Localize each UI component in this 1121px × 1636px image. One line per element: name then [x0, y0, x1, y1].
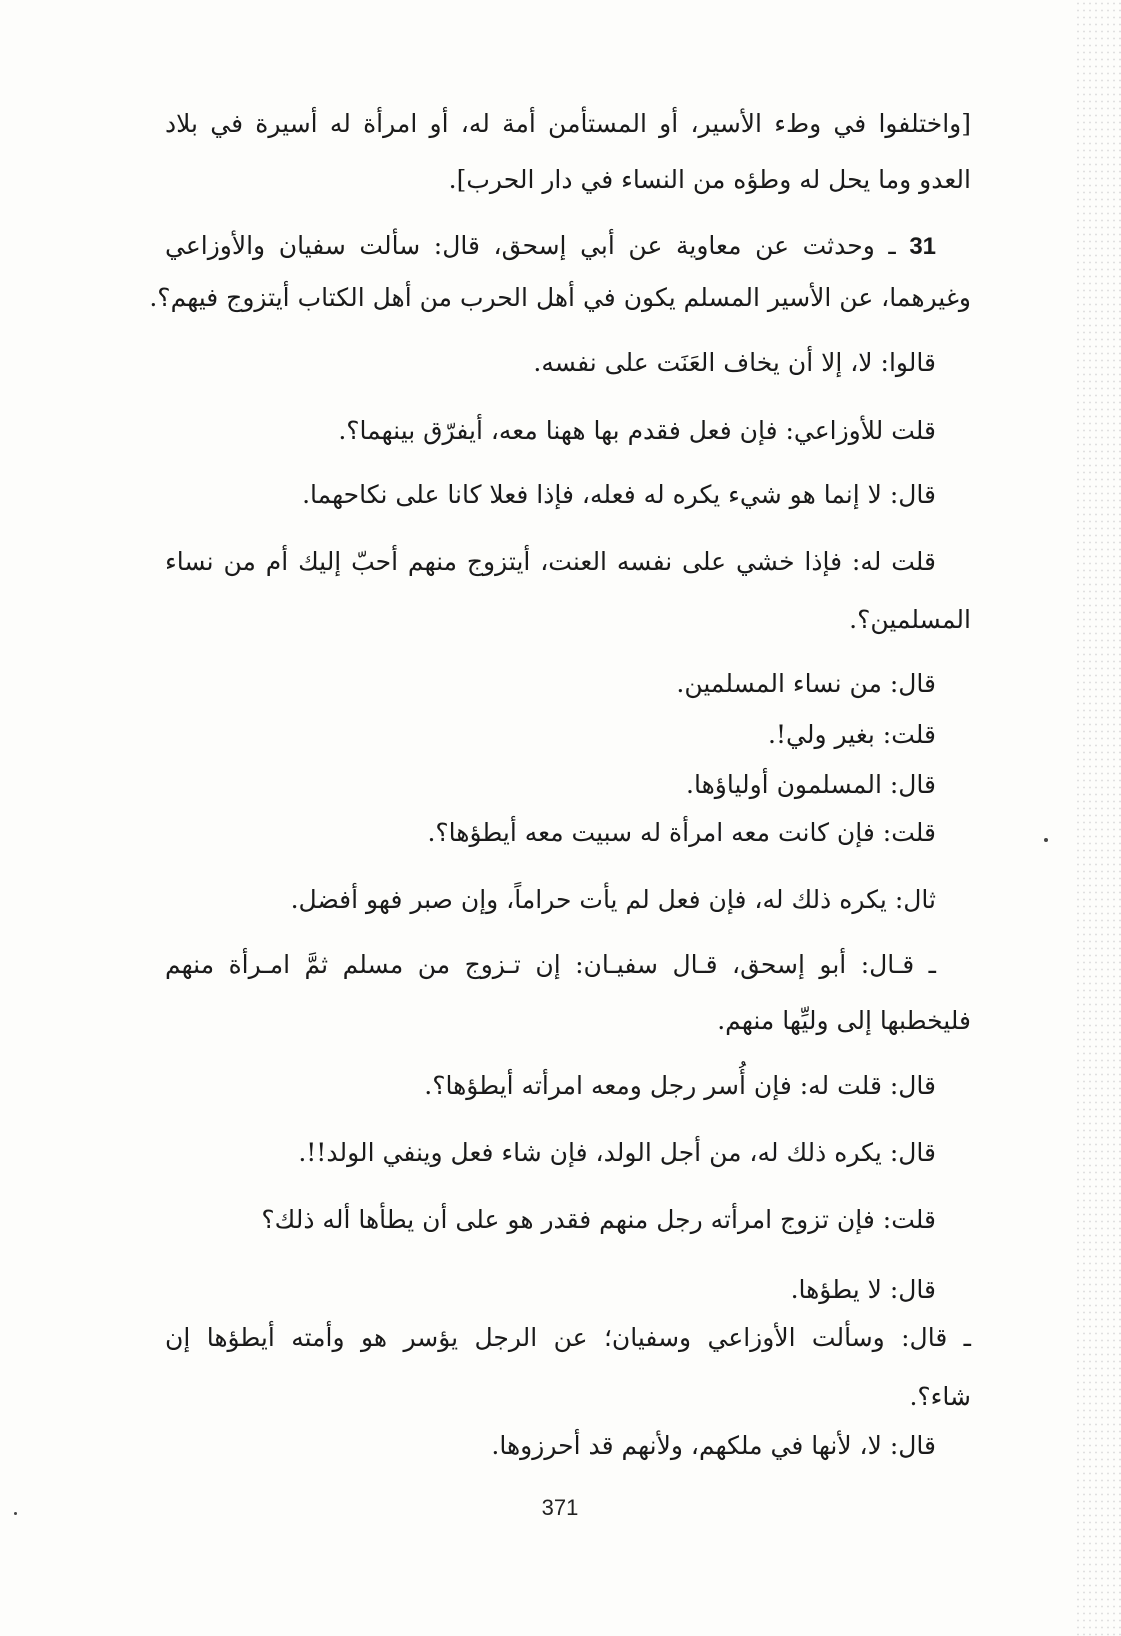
text-line: المسلمين؟. [849, 605, 971, 634]
text-line: قلت: فإن كانت معه امرأة له سبيت معه أيطؤها؟. [427, 818, 936, 847]
text-line: [واختلفوا في وطء الأسير، أو المستأمن أمة له، أو امرأة له أسيرة في بلاد [165, 109, 971, 138]
paragraph-number: 31 [909, 233, 937, 260]
text-line: فليخطبها إلى وليِّها منهم. [717, 1006, 971, 1035]
text-line: قال: يكره ذلك له، من أجل الولد، فإن شاء فعل وينفي الولد!!. [298, 1138, 936, 1167]
text-line: قال: لا يطؤها. [790, 1275, 936, 1304]
text-line: قال: قلت له: فإن أُسر رجل ومعه امرأته أيطؤها؟. [424, 1071, 936, 1100]
text-line: ثال: يكره ذلك له، فإن فعل لم يأت حراماً، وإن صبر فهو أفضل. [290, 885, 936, 914]
paragraph-dash: ـ [874, 231, 910, 260]
text-line: وغيرهما، عن الأسير المسلم يكون في أهل الحرب من أهل الكتاب أيتزوج فيهم؟. [149, 283, 971, 312]
scan-speck [14, 1512, 17, 1515]
scan-speck [1044, 838, 1048, 842]
page-number: 371 [541, 1495, 579, 1520]
text-line: قلت: فإن تزوج امرأته رجل منهم فقدر هو على أن يطأها أله ذلك؟ [261, 1205, 936, 1234]
scan-edge-texture [1075, 0, 1121, 1636]
text-line: قال: لا، لأنها في ملكهم، ولأنهم قد أحرزوها. [491, 1431, 936, 1460]
text-line: قلت للأوزاعي: فإن فعل فقدم بها ههنا معه، أيفرّق بينهما؟. [338, 416, 936, 445]
paragraph-first-line [165, 226, 936, 266]
text-line: قال: لا إنما هو شيء يكره له فعله، فإذا فعلا كانا على نكاحهما. [302, 480, 936, 509]
text-line: قال: المسلمون أولياؤها. [686, 770, 936, 799]
text-line: وحدثت عن معاوية عن أبي إسحق، قال: سألت سفيان والأوزاعي [165, 231, 875, 260]
text-line: قالوا: لا، إلا أن يخاف العَنَت على نفسه. [533, 348, 936, 377]
text-line: قلت له: فإذا خشي على نفسه العنت، أيتزوج منهم أحبّ إليك أم من نساء [165, 547, 936, 576]
text-line: ـ قـال: أبو إسحق، قـال سفيـان: إن تـزوج من مسلم ثمَّ امـرأة منهم [165, 950, 936, 979]
text-line: قلت: بغير ولي!. [768, 720, 936, 749]
text-line: قال: من نساء المسلمين. [676, 669, 936, 698]
text-line: شاء؟. [909, 1382, 971, 1411]
text-line: العدو وما يحل له وطؤه من النساء في دار الحرب]. [448, 165, 971, 194]
text-line: ـ قال: وسألت الأوزاعي وسفيان؛ عن الرجل يؤسر هو وأمته أيطؤها إن [165, 1323, 971, 1352]
